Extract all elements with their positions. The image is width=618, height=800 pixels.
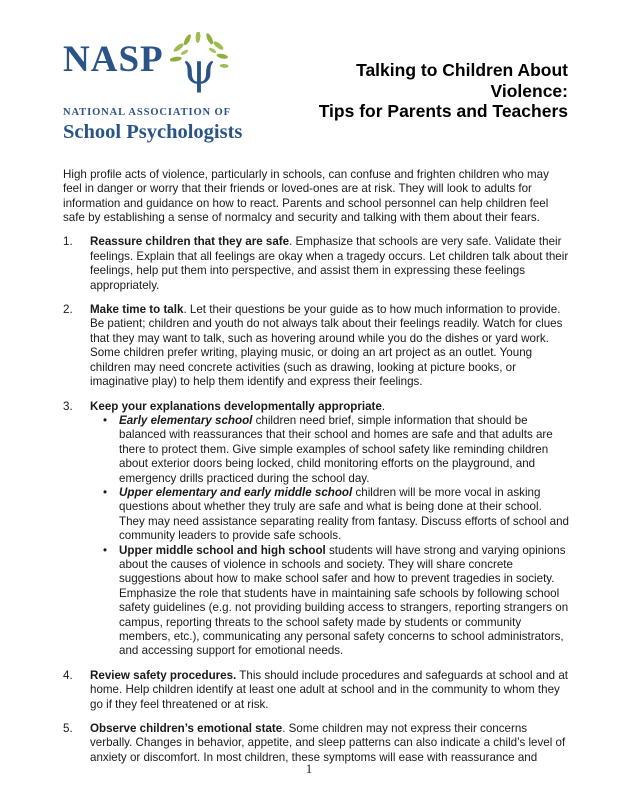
document-title-line1: Talking to Children About Violence: [356,60,568,101]
list-item-lead: Make time to talk [90,303,184,317]
list-item-text [90,400,570,659]
list-item-body: . Some children may not express their concerns verbally. Changes in behavior, appetite, and sleep patterns can also indicate a child’s level of anxiety or discomfort. In most children, these symptoms will ease with reassurance and [90,722,566,764]
sub-bullet-lead: Early elementary school [119,413,253,427]
list-number: 4. [63,668,73,682]
sub-bullet-item-1 [90,414,570,486]
sub-bullet-body: children will be more vocal in asking questions about whether they truly are safe and what is being done at their school. They may need assistance separating reality from fantasy. Discuss efforts of school and community leaders to provide safe schools. [119,485,570,543]
sub-bullet-item-2 [90,486,570,544]
list-item-lead: Reassure children that they are safe [90,235,290,249]
bullet-icon: • [103,413,108,427]
sub-bullet-body: children need brief, simple information that should be balanced with reassurances that their school and homes are safe and that adults are there to protect them. Give simple examples of school safety like reminding children about exterior doors being locked, child monitoring efforts on the playground, and emergency drills practiced during the school day. [119,413,553,485]
list-item-lead: Observe children’s emotional state [90,722,283,736]
nasp-logo-row [63,40,278,98]
nasp-acronym: NASP [63,39,164,80]
sub-bullet-text [119,486,570,544]
list-item-1 [63,235,570,293]
list-number: 2. [63,303,73,317]
list-item-text [90,303,570,389]
nasp-logo [63,40,278,144]
list-item-body: . Let their questions be your guide as to how much information to provide. Be patient; children and youth do not always talk about their feelings readily. Watch for clues that they may want to talk, such as hovering around while you do the dishes or yard work. Some children prefer writing, playing music, or doing an art project as an outlet. Young children may need concrete activities (such as drawing, looking at picture books, or imaginative play) to help them identify and express their feelings. [90,303,563,389]
list-item-text [90,722,570,765]
list-item-body: This should include procedures and safeguards at school and at home. Help children identify at least one adult at school and in the community to whom they go if they feel threatened or at risk. [90,668,568,711]
bullet-icon: • [103,543,108,557]
sub-bullet-body: students will have strong and varying opinions about the causes of violence in schools and society. They will share concrete suggestions about how to make school safer and how to prevent tragedies in society. Emphasize the role that students have in maintaining safe schools by following school safety guidelines (e.g. not providing building access to strangers, reporting strangers on campus, reporting threats to the school safety made by students or community members, etc.), communicating any personal safety concerns to school administrators, and accessing support for emotional needs. [119,543,569,658]
document-title [278,40,568,144]
document-body [0,144,618,765]
list-item-5 [63,722,570,765]
list-number: 5. [63,722,73,736]
list-item-text [90,235,570,293]
sub-bullet-item-3 [90,544,570,659]
list-item-2 [63,303,570,389]
org-name-line2: School Psychologists [63,120,243,143]
list-item-3 [63,400,570,659]
list-item-lead: Keep your explanations developmentally appropriate [90,399,382,413]
svg-text:ψ: ψ [181,44,216,94]
list-number: 1. [63,235,73,249]
list-item-body: . Emphasize that schools are very safe. Validate their feelings. Explain that all feelings are okay when a tragedy occurs. Let children talk about their feelings, help put them into perspective, and assist them in expressing these feelings appropriately. [90,235,569,292]
document-title-line2: Tips for Parents and Teachers [318,101,568,121]
sub-bullet-text [119,414,570,486]
list-item-lead: Review safety procedures. [90,668,237,682]
psi-tree-icon [168,32,230,98]
document-header [0,0,618,144]
bullet-icon: • [103,485,108,499]
org-name-line1: NATIONAL ASSOCIATION OF [63,107,231,119]
list-item-text [90,669,570,712]
intro-paragraph: High profile acts of violence, particularly in schools, can confuse and frighten children who may feel in danger or worry that their friends or loved-ones are at risk. They will look to adults for information and guidance on how to react. Parents and school personnel can help children feel safe by establishing a sense of normalcy and security and talking with them about their fears. [63,167,549,225]
page-number: 1 [305,760,313,776]
list-item-4 [63,669,570,712]
sub-bullet-list [90,414,570,659]
list-item-body: . [381,399,386,413]
sub-bullet-text [119,544,570,659]
sub-bullet-lead: Upper elementary and early middle school [119,485,353,499]
sub-bullet-lead: Upper middle school and high school [119,543,326,557]
list-number: 3. [63,399,73,413]
